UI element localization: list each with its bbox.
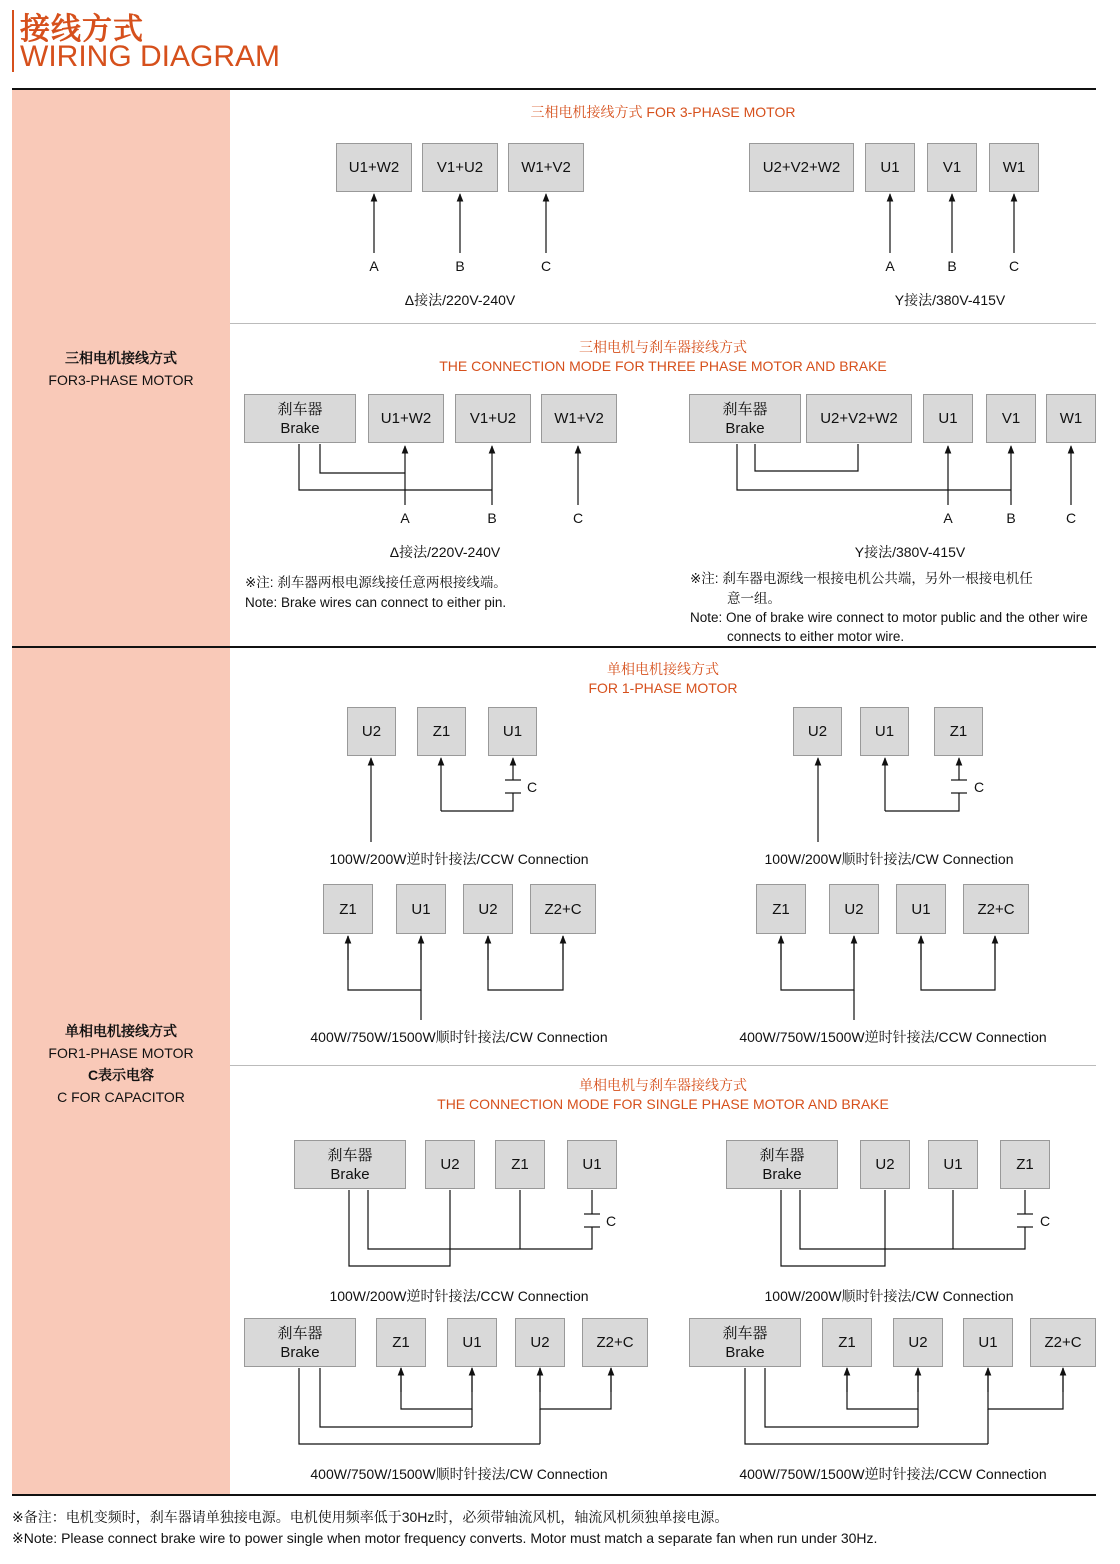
- s2-delta-caption: Δ接法/220V-240V: [389, 544, 501, 560]
- s3-cwl-box-1: Z1: [323, 884, 373, 934]
- wire-s4-cwl-z1u1: [401, 1368, 472, 1409]
- s4-ccwl-box-3: U1: [963, 1318, 1013, 1367]
- s2-delta-brake-box: [244, 394, 356, 443]
- s3-ccw-box-2: Z1: [417, 707, 466, 756]
- s2-star-phase-c: C: [1065, 510, 1077, 526]
- wire-s4-ccw-brake1: [368, 1190, 520, 1249]
- wire-s3-cwl-u2z2: [488, 936, 563, 990]
- s4-ccwl-box-1: Z1: [822, 1318, 872, 1367]
- s4-cwl-box-1: Z1: [376, 1318, 426, 1367]
- s1-star-box-1: U2+V2+W2: [749, 143, 854, 192]
- s2-delta-note-en: Note: Brake wires can connect to either pin.: [245, 595, 507, 610]
- s4-ccwl-box-2: U2: [893, 1318, 943, 1367]
- wire-s3-cw-cap-low: [885, 793, 959, 811]
- s4-cw-box-1: U2: [860, 1140, 910, 1189]
- s1-star-phase-c: C: [1008, 258, 1020, 274]
- band1-title-cn: 三相电机接线方式: [65, 350, 177, 366]
- s2-star-box-3: V1: [986, 394, 1036, 443]
- wire-s4-cw-brake2: [781, 1190, 885, 1266]
- wire-s2-d-brake1: [320, 444, 405, 473]
- s2-star-box-1: U2+V2+W2: [806, 394, 912, 443]
- s3-cwl-box-4: Z2+C: [530, 884, 596, 934]
- s3-cwl-box-3: U2: [463, 884, 513, 934]
- s4-title-en: THE CONNECTION MODE FOR SINGLE PHASE MOTOR AND BRAKE: [437, 1096, 889, 1112]
- s2-star-phase-b: B: [1006, 510, 1016, 526]
- s4-cwl-box-3: U2: [515, 1318, 565, 1367]
- s1-delta-phase-c: C: [540, 258, 552, 274]
- s4-cw-brake-box: [726, 1140, 838, 1189]
- s4-ccw-box-3: U1: [567, 1140, 617, 1189]
- s2-star-box-2: U1: [923, 394, 973, 443]
- s4-cw-caption: 100W/200W顺时针接法/CW Connection: [764, 1288, 1014, 1304]
- band1-title-en: FOR3-PHASE MOTOR: [48, 372, 194, 388]
- s3-title-en: FOR 1-PHASE MOTOR: [588, 680, 738, 696]
- s2-star-note-en-2: connects to either motor wire.: [727, 629, 905, 644]
- footer-note-cn: ※备注：电机变频时，刹车器请单独接电源。电机使用频率低于30Hz时，必须带轴流风机，轴流风机须独单接电源。: [12, 1509, 729, 1525]
- wire-s4-ccw-brake2: [349, 1190, 450, 1266]
- s3-title-cn: 单相电机接线方式: [607, 661, 719, 677]
- s3-cw-caption: 100W/200W顺时针接法/CW Connection: [764, 851, 1014, 867]
- s2-star-box-4: W1: [1046, 394, 1096, 443]
- page-title-en: WIRING DIAGRAM: [20, 40, 280, 73]
- s2-delta-note-cn: ※注: 刹车器两根电源线接任意两根接线端。: [245, 575, 507, 590]
- s2-star-note-cn-2: 意一组。: [727, 591, 781, 606]
- s2-star-caption: Y接法/380V-415V: [854, 544, 966, 560]
- s3-ccwl-caption: 400W/750W/1500W逆时针接法/CCW Connection: [739, 1029, 1047, 1045]
- s3-cw-box-1: U2: [793, 707, 842, 756]
- s1-title: 三相电机接线方式 FOR 3-PHASE MOTOR: [530, 104, 796, 120]
- brake-label-cn: 刹车器: [759, 1146, 805, 1164]
- wire-s4-cwl-brake1: [320, 1368, 472, 1427]
- band2-capacitor-en: C FOR CAPACITOR: [57, 1089, 185, 1105]
- wire-s2-y-brake2: [737, 444, 1011, 490]
- s1-delta-box-2: V1+U2: [422, 143, 498, 192]
- brake-label-cn: 刹车器: [722, 1324, 768, 1342]
- s4-ccw-brake-box: [294, 1140, 406, 1189]
- s3-ccwl-box-2: U2: [829, 884, 879, 934]
- s3-ccwl-box-3: U1: [896, 884, 946, 934]
- wire-s3-ccw-cap-low: [441, 793, 513, 811]
- wire-s4-ccwl-z1u2: [847, 1368, 918, 1409]
- s1-star-phase-a: A: [885, 258, 895, 274]
- s4-ccwl-brake-box: [689, 1318, 801, 1367]
- s3-ccw-capacitor-label: C: [527, 779, 538, 795]
- band2-title-en: FOR1-PHASE MOTOR: [48, 1045, 194, 1061]
- s4-cwl-box-2: U1: [447, 1318, 497, 1367]
- s1-delta-box-1: U1+W2: [336, 143, 412, 192]
- s4-cw-box-2: U1: [928, 1140, 978, 1189]
- band2-capacitor-cn: C表示电容: [87, 1067, 155, 1083]
- wire-s4-cw-brake1: [800, 1190, 953, 1249]
- s2-delta-phase-c: C: [572, 510, 584, 526]
- wire-s4-ccw-cap-low: [520, 1227, 592, 1249]
- s1-star-box-4: W1: [989, 143, 1039, 192]
- s3-ccw-caption: 100W/200W逆时针接法/CCW Connection: [329, 851, 589, 867]
- brake-label-cn: 刹车器: [277, 1324, 323, 1342]
- wire-s2-y-brake1: [755, 444, 858, 471]
- band2-title-cn: 单相电机接线方式: [65, 1023, 177, 1039]
- s4-ccwl-box-4: Z2+C: [1030, 1318, 1096, 1367]
- s1-delta-box-3: W1+V2: [508, 143, 584, 192]
- wire-s4-cwl-brake2: [299, 1368, 540, 1444]
- s3-ccwl-box-4: Z2+C: [963, 884, 1029, 934]
- s4-ccwl-caption: 400W/750W/1500W逆时针接法/CCW Connection: [739, 1466, 1047, 1482]
- s4-ccw-capacitor-label: C: [606, 1213, 617, 1229]
- s4-cwl-box-4: Z2+C: [582, 1318, 648, 1367]
- s1-star-phase-b: B: [947, 258, 957, 274]
- brake-label-en: Brake: [280, 1343, 320, 1361]
- s2-delta-box-2: V1+U2: [455, 394, 531, 443]
- wire-s4-ccwl-u1z2: [988, 1368, 1063, 1409]
- s3-ccwl-box-1: Z1: [756, 884, 806, 934]
- s4-ccw-box-2: Z1: [495, 1140, 545, 1189]
- s2-star-brake-box: [689, 394, 801, 443]
- s4-cw-box-3: Z1: [1000, 1140, 1050, 1189]
- s2-delta-box-1: U1+W2: [368, 394, 444, 443]
- brake-label-en: Brake: [725, 1343, 765, 1361]
- wire-s4-cw-cap-low: [953, 1227, 1025, 1249]
- page-title-cn: 接线方式: [20, 13, 144, 46]
- s4-ccw-caption: 100W/200W逆时针接法/CCW Connection: [329, 1288, 589, 1304]
- s3-ccw-box-1: U2: [347, 707, 396, 756]
- wire-s4-ccwl-brake2: [745, 1368, 988, 1444]
- s1-delta-caption: Δ接法/220V-240V: [404, 292, 516, 308]
- s3-cw-box-3: Z1: [934, 707, 983, 756]
- wire-s3-cwl-z1u1: [348, 936, 421, 990]
- wire-s2-d-brake2: [299, 444, 492, 490]
- s1-star-caption: Y接法/380V-415V: [894, 292, 1006, 308]
- s2-star-note-cn-1: ※注: 刹车器电源线一根接电机公共端，另外一根接电机任: [690, 571, 1033, 586]
- brake-label-cn: 刹车器: [722, 400, 768, 418]
- s4-cwl-brake-box: [244, 1318, 356, 1367]
- s2-title-en: THE CONNECTION MODE FOR THREE PHASE MOTOR AND BRAKE: [439, 358, 887, 374]
- s2-title-cn: 三相电机与刹车器接线方式: [579, 339, 747, 355]
- s1-star-box-2: U1: [865, 143, 915, 192]
- s3-cwl-caption: 400W/750W/1500W顺时针接法/CW Connection: [310, 1029, 608, 1045]
- s3-ccw-box-3: U1: [488, 707, 537, 756]
- wire-s4-ccwl-brake1: [765, 1368, 918, 1427]
- s3-cwl-box-2: U1: [396, 884, 446, 934]
- s2-star-phase-a: A: [943, 510, 953, 526]
- brake-label-en: Brake: [330, 1165, 370, 1183]
- s4-ccw-box-1: U2: [425, 1140, 475, 1189]
- s3-cw-box-2: U1: [860, 707, 909, 756]
- s2-delta-phase-b: B: [487, 510, 497, 526]
- wire-s3-ccwl-z1u2: [781, 936, 854, 990]
- s2-delta-phase-a: A: [400, 510, 410, 526]
- footer-note-en: ※Note: Please connect brake wire to power single when motor frequency converts. Motor must match a separate fan when run under 30Hz.: [12, 1530, 878, 1546]
- s2-delta-box-3: W1+V2: [541, 394, 617, 443]
- brake-label-en: Brake: [280, 419, 320, 437]
- wire-s3-ccwl-u1z2: [921, 936, 995, 990]
- brake-label-en: Brake: [725, 419, 765, 437]
- brake-label-cn: 刹车器: [327, 1146, 373, 1164]
- s4-cw-capacitor-label: C: [1040, 1213, 1051, 1229]
- s2-star-note-en-1: Note: One of brake wire connect to motor public and the other wire: [690, 610, 1088, 625]
- s1-star-box-3: V1: [927, 143, 977, 192]
- brake-label-cn: 刹车器: [277, 400, 323, 418]
- s1-delta-phase-a: A: [369, 258, 379, 274]
- s3-cw-capacitor-label: C: [974, 779, 985, 795]
- brake-label-en: Brake: [762, 1165, 802, 1183]
- s1-delta-phase-b: B: [455, 258, 465, 274]
- s4-cwl-caption: 400W/750W/1500W顺时针接法/CW Connection: [310, 1466, 608, 1482]
- s4-title-cn: 单相电机与刹车器接线方式: [579, 1077, 747, 1093]
- wire-s4-cwl-u2z2: [540, 1368, 611, 1409]
